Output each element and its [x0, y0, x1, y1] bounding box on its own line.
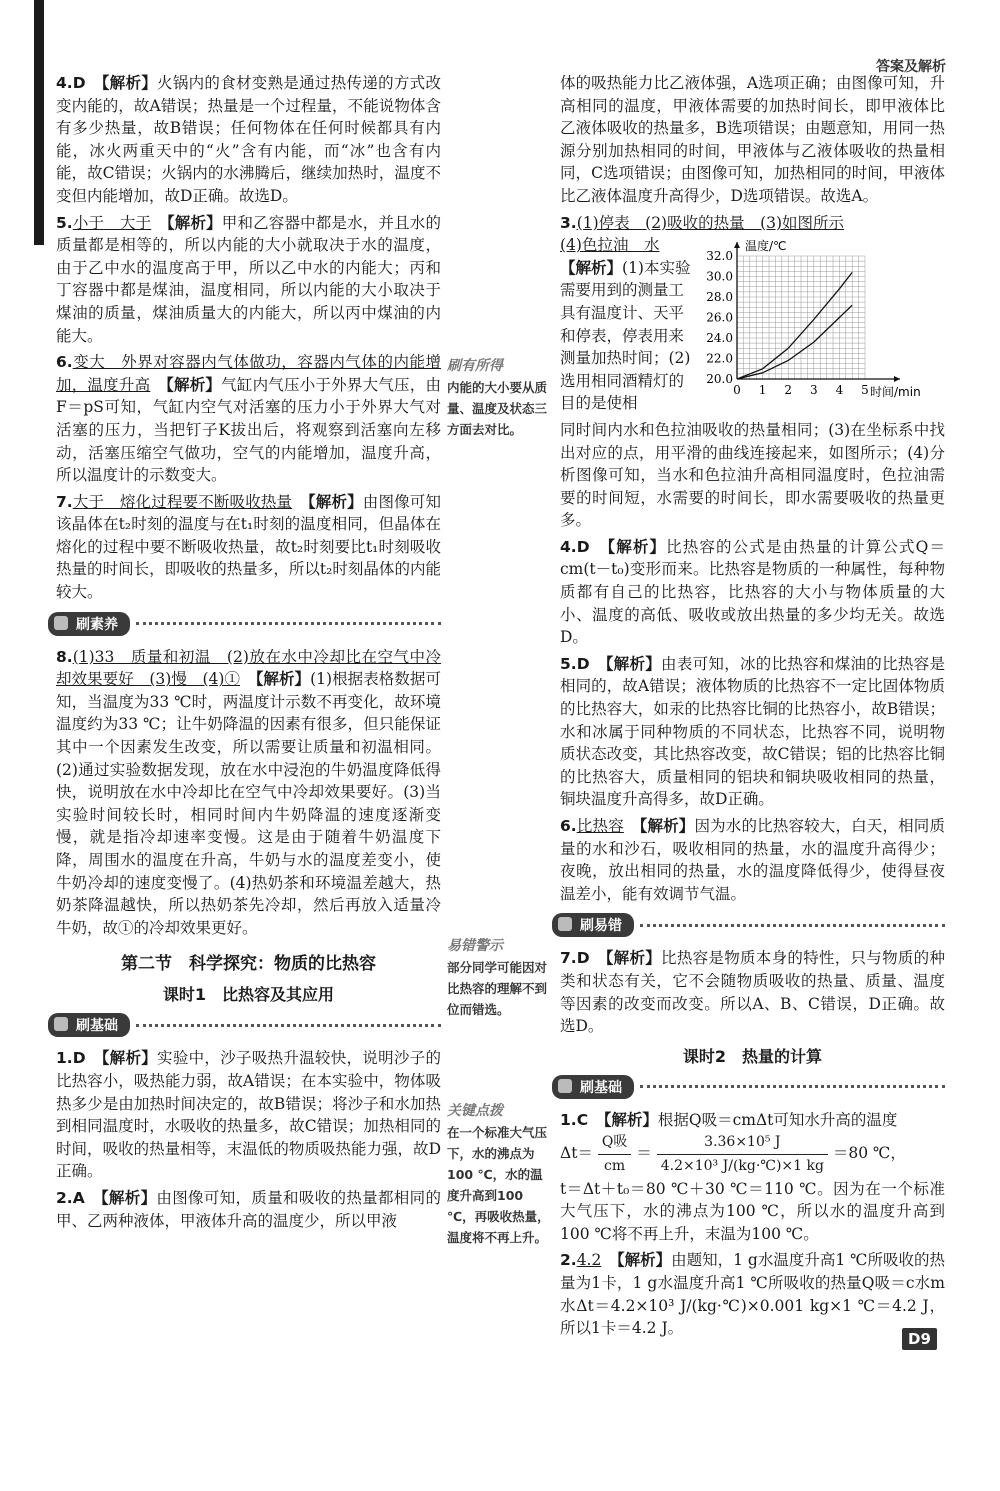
left-column	[56, 72, 441, 1236]
band-yi-cuo: 刷易错	[552, 913, 945, 937]
x-tick-label: 4	[835, 383, 844, 398]
answer-4: 4.D 【解析】火锅内的食材变熟是通过热传递的方式改变内能的，故A错误；热量是一个过程量，不能说物体含有多少热量，故B错误；任何物体在任何时候都具有内能，冰火两重天中的“火”含有内能，而“冰”也含有内能，故C错误；火锅内的水沸腾后，继续加热时，温度不变但内能增加，故D正确。故选D。	[56, 74, 441, 205]
basic-answer-1: 1.D 【解析】实验中，沙子吸热升温较快，说明沙子的比热容小，吸热能力弱，故A错误；在本实验中，物体吸热多少是由加热时间决定的，故B错误；将沙子和水加热到相同温度时，水吸收的热量多，故C错误；加热相同的时间，吸收的热量相等，末温低的物质吸热能力强，故D正确。	[56, 1049, 441, 1181]
x-axis-arrow	[894, 376, 900, 382]
side-note-gains: 刷有所得 内能的大小要从质量、温度及状态三方面去对比。	[447, 358, 548, 437]
x-tick-label: 1	[758, 383, 767, 398]
section-title: 第二节 科学探究：物质的比热容	[121, 954, 376, 975]
band-ji-chu-2: 刷基础	[552, 1075, 945, 1099]
band-ji-chu-1: 刷基础	[48, 1013, 441, 1037]
x-axis-label: 时间/min	[870, 385, 921, 400]
x-tick-label: 0	[733, 383, 741, 398]
basic-answer-5: 5.D 【解析】由表可知，冰的比热容和煤油的比热容是相同的，故A错误；液体物质的比热容不一定比固体物质的比热容大，如汞的比热容比铜的比热容小，故B错误；水和冰属于同种物质的不同状态，比热容不同，说明物质状态改变，其比热容改变，故C错误；铝的比热容比铜的比热容大，质量相同的铝块和铜块吸收相同的热量，铜块温度升高得多，故D正确。	[560, 654, 945, 809]
basic-answer-4: 4.D 【解析】比热容的公式是由热量的计算公式Q＝cm(t－t₀)变形而来。比热容是物质的一种属性，每种物质都有自己的比热容，比热容的大小与物体质量的大小、温度的高低、吸收或放出热量的多少均无关。故选D。	[560, 537, 945, 647]
fraction-q-over-cm: $\frac{\text{Q吸}}{cm}$	[598, 1131, 631, 1177]
answer-8: 8.(1)33 质量和初温 (2)放在水中冷却比在空气中冷却效果要好 (3)慢 (4)① 【解析】(1)根据表格数据可知，当温度为33 ℃时，两温度计示数不再变化，故环境温度约为33 ℃；让牛奶降温的因素有很多，但只能保证其中一个因素发生改变，所以需要让质量和初温相同。(2)通过实验数据发现，放在水中浸泡的牛奶温度降低得快，说明放在水中冷却比在空气中冷却效果要好。(3)当实验时间较长时，相同时间内牛奶降温的速度逐渐变慢，就是指冷却速率变慢。这是由于随着牛奶温度下降，周围水的温度在升高，牛奶与水的温度差变小，使牛奶冷却的速度变慢了。(4)热奶茶和环境温差越大，热奶茶降温越快，所以热奶茶先冷却，然后再放入适量冷牛奶，故①的冷却效果更好。	[56, 647, 441, 937]
side-note-key-point: 关键点拨 在一个标准大气压下，水的沸点为100 ℃，水的温度升高到100 ℃，再吸收热量，温度将不再上升。	[447, 1103, 550, 1245]
x-tick-label: 2	[784, 383, 793, 398]
side-note-warning: 易错警示 部分同学可能因对比热容的理解不到位而错选。	[447, 938, 548, 1017]
page-number: D9	[902, 1328, 937, 1350]
y-tick-label: 22.0	[706, 351, 733, 366]
y-tick-label: 32.0	[706, 249, 733, 264]
y-axis-label: 温度/℃	[745, 239, 787, 254]
x-tick-label: 5	[861, 383, 869, 398]
x-tick-label: 3	[809, 383, 818, 398]
y-axis-arrow	[734, 242, 740, 248]
answer-6: 6.变大 外界对容器内气体做功，容器内气体的内能增加，温度升高 【解析】气缸内气压小于外界大气压，由F＝pS可知，气缸内空气对活塞的压力小于外界大气对活塞的压力，当把钉子K拔出后，将观察到活塞向左移动，活塞压缩空气做功，空气的内能增加，温度升高，所以温度计的示数变大。	[56, 353, 441, 485]
calc-answer-1: 1.C 【解析】根据Q吸＝cmΔt可知水升高的温度 Δt＝ $\frac{\text{Q吸}}{cm}$ ＝ $\frac{\text{3.36×10⁵ J}}{\text{4.2×10³ J/(kg·℃)×1 kg}}$ ＝80 ℃， t＝Δt＋t₀＝80 ℃＋30 ℃＝110 ℃。因为在一个标准大气压下，水的沸点为100 ℃，所以水的温度升高到100 ℃将不再上升，末温为100 ℃。	[560, 1110, 945, 1243]
basic-answer-3-header: 3.(1)停表 (2)吸收的热量 (3)如图所示	[560, 213, 845, 232]
page-spine	[34, 0, 44, 245]
answer-3-figure-row	[560, 234, 945, 419]
band-su-yang: 刷素养	[48, 612, 441, 636]
page-header: 答案及解析	[876, 59, 946, 75]
lesson2-title: 课时2 热量的计算	[682, 1046, 823, 1066]
answer-5: 5.小于 大于 【解析】甲和乙容器中都是水，并且水的质量都是相等的，所以内能的大小就取决于水的温度，由于乙中水的温度高于甲，所以乙中水的内能大；丙和丁容器中都是煤油，温度相同，所以内能的大小取决于煤油的质量，煤油质量大的内能大，所以丙中煤油的内能大。	[56, 213, 441, 345]
basic-answer-6: 6.比热容 【解析】因为水的比热容较大，白天，相同质量的水和沙石，吸收相同的热量，水的温度升高得少；夜晚，放出相同的热量，水的温度降低得少，使得昼夜温差小，能有效调节气温。	[560, 817, 945, 903]
right-column	[560, 72, 945, 1344]
y-tick-label: 24.0	[706, 331, 733, 346]
error-answer-7: 7.D 【解析】比热容是物质本身的特性，只与物质的种类和状态有关，它不会随物质吸收的热量、质量、温度等因素的改变而改变。所以A、B、C错误，D正确。故选D。	[560, 949, 945, 1036]
y-tick-label: 30.0	[706, 269, 733, 284]
y-tick-label: 28.0	[706, 290, 733, 305]
temperature-time-chart	[695, 234, 945, 404]
basic-answer-2: 2.A 【解析】由图像可知，质量和吸收的热量都相同的甲、乙两种液体，甲液体升高的温度少，所以甲液	[56, 1188, 441, 1230]
basic-answer-2-continued: 体的吸热能力比乙液体强，A选项正确；由图像可知，升高相同的温度，甲液体需要的加热时间长，即甲液体比乙液体吸收的热量多，B选项错误；由题意知，用同一热源分别加热相同的时间，甲液体与乙液体吸收的热量相同，C选项错误；由图像可知，加热相同的时间，甲液体比乙液体温度升高得少，D选项错误。故选A。	[560, 74, 945, 205]
answer-7: 7.大于 熔化过程要不断吸收热量 【解析】由图像可知该晶体在t₂时刻的温度与在t₁时刻的温度相同，但晶体在熔化的过程中要不断吸收热量，故t₂时刻要比t₁时刻吸收热量的时间长，即吸收的热量多，所以t₂时刻晶体的内能较大。	[56, 492, 441, 602]
lesson1-title: 课时1 比热容及其应用	[162, 985, 335, 1005]
fraction-values: $\frac{\text{3.36×10⁵ J}}{\text{4.2×10³ J/(kg·℃)×1 kg}}$	[657, 1131, 828, 1177]
basic-answer-3-text-full: 同时间内水和色拉油吸收的热量相同；(3)在坐标系中找出对应的点，用平滑的曲线连接起来，如图所示；(4)分析图像可知，当水和色拉油升高相同温度时，色拉油需要的时间短，水需要的时间长，即水需要吸收的热量更多。	[560, 420, 945, 530]
y-tick-label: 20.0	[706, 372, 733, 387]
calc-answer-2: 2.4.2 【解析】由题知，1 g水温度升高1 ℃所吸收的热量为1卡，1 g水温度升高1 ℃所吸收的热量Q吸＝c水m水Δt＝4.2×10³ J/(kg·℃)×0.001 kg×1 ℃＝4.2 J，所以1卡＝4.2 J。	[560, 1251, 945, 1338]
basic-answer-3-text-side: (4)色拉油 水 【解析】(1)本实验需要用到的测量工具有温度计、天平和停表，停表用来测量加热时间；(2)选用相同酒精灯的目的是使相	[560, 236, 691, 413]
y-tick-label: 26.0	[706, 310, 733, 325]
